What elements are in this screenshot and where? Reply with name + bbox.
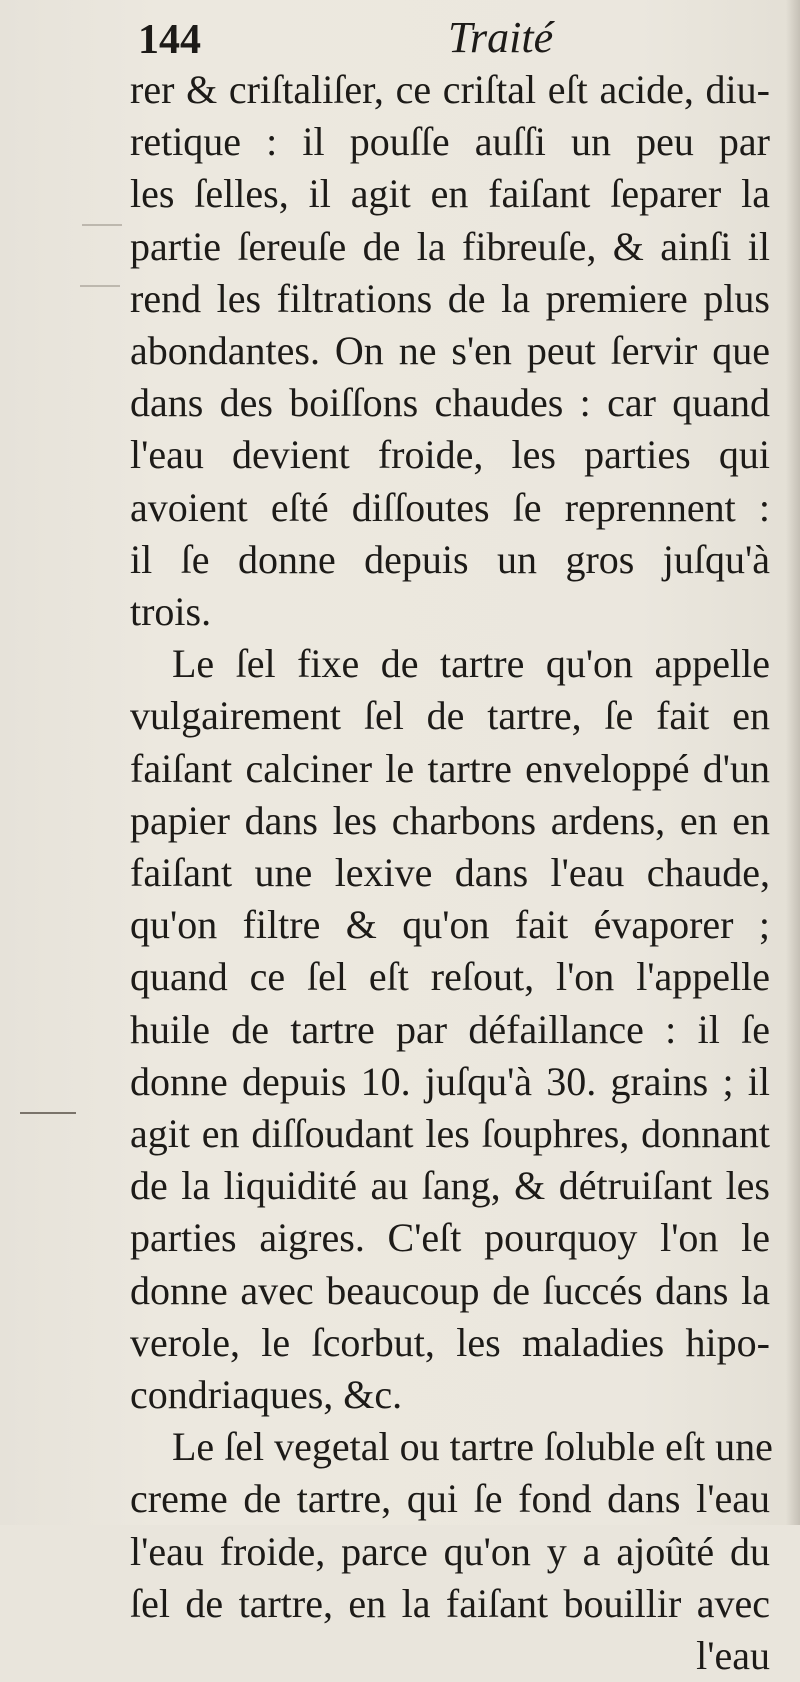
text-line: les ſelles, il agit en faiſant ſeparer la — [130, 171, 770, 217]
text-line: faiſant une lexive dans l'eau chaude, — [130, 850, 770, 896]
catchword: l'eau — [696, 1633, 770, 1679]
text-line: avoient eſté diſſoutes ſe reprennent : — [130, 484, 770, 530]
margin-mark — [82, 224, 122, 226]
text-line: l'eau froide, parce qu'on y a ajoûté du — [130, 1528, 770, 1574]
text-line: agit en diſſoudant les ſouphres, donnant — [130, 1111, 770, 1157]
text-line: vulgairement ſel de tartre, ſe fait en — [130, 693, 770, 739]
body-text — [130, 64, 773, 1682]
text-line: qu'on filtre & qu'on fait évaporer ; — [130, 902, 770, 948]
text-line: dans des boiſſons chaudes : car quand — [130, 380, 770, 426]
text-line: partie ſereuſe de la fibreuſe, & ainſi il — [130, 223, 770, 269]
margin-mark — [20, 1112, 76, 1114]
text-line: de la liquidité au ſang, & détruiſant les — [130, 1163, 770, 1209]
text-line: abondantes. On ne s'en peut ſervir que — [130, 328, 770, 374]
text-line: parties aigres. C'eſt pourquoy l'on le — [130, 1215, 770, 1261]
text-line: il ſe donne depuis un gros juſqu'à — [130, 536, 770, 582]
text-line: creme de tartre, qui ſe fond dans l'eau — [130, 1476, 770, 1522]
text-line: ſel de tartre, en la faiſant bouillir avec — [130, 1580, 770, 1626]
text-line: donne depuis 10. juſqu'à 30. grains ; il — [130, 1058, 770, 1104]
text-line: rer & criſtaliſer, ce criſtal eſt acide, diu- — [130, 67, 770, 112]
text-line: retique : il pouſſe auſſi un peu par — [130, 119, 770, 165]
text-line: condriaques, &c. — [130, 1372, 403, 1418]
text-line: trois. — [130, 589, 212, 635]
paragraph-start-line: Le ſel fixe de tartre qu'on appelle — [172, 641, 770, 687]
page-header — [138, 8, 618, 70]
page-edge-shadow — [786, 0, 800, 1525]
text-line: papier dans les charbons ardens, en en — [130, 797, 770, 843]
page-number: 144 — [138, 17, 201, 63]
text-line: verole, le ſcorbut, les maladies hipo- — [130, 1319, 770, 1365]
running-title: Traité — [448, 13, 554, 62]
text-line: faiſant calciner le tartre enveloppé d'un — [130, 745, 770, 791]
text-line: rend les filtrations de la premiere plus — [130, 275, 770, 321]
text-line: donne avec beaucoup de ſuccés dans la — [130, 1267, 770, 1313]
text-line: huile de tartre par défaillance : il ſe — [130, 1006, 770, 1052]
text-line: quand ce ſel eſt reſout, l'on l'appelle — [130, 954, 770, 1000]
margin-mark — [80, 285, 120, 287]
text-line: l'eau devient froide, les parties qui — [130, 432, 770, 478]
paragraph-start-line: Le ſel vegetal ou tartre ſoluble eſt une — [172, 1424, 773, 1470]
